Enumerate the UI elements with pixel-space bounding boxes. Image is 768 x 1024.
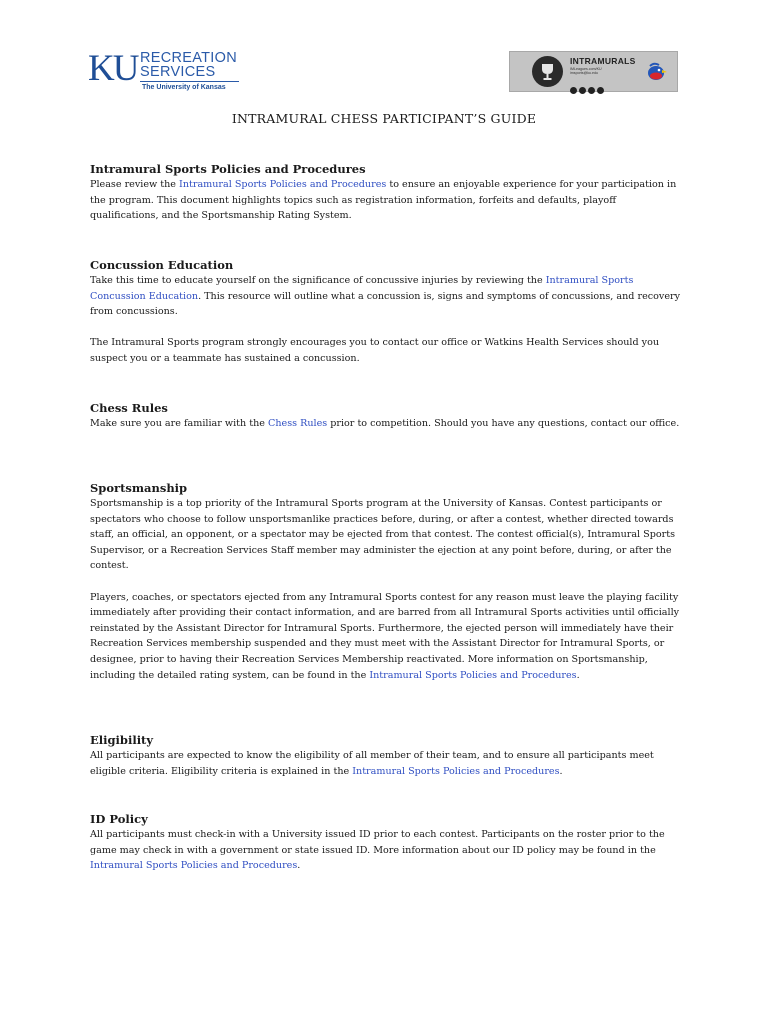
- trophy-icon: [532, 56, 563, 87]
- concussion-paragraph: Take this time to educate yourself on the significance of concussive injuries by reviewing the Intramural Sports Concussion Education. This resource will outline what a concussion is, signs and symptoms of concussions, and recovery from concussions.: [90, 275, 681, 318]
- chess-rules-heading: Chess Rules: [90, 401, 168, 415]
- sportsmanship-heading: Sportsmanship: [90, 481, 188, 495]
- id-policy-paragraph: All participants must check-in with a University issued ID prior to each contest. Participants on the roster prior to the game may check in with a government or state issued ID. More information about our ID policy may be found in the Intramural Sports Policies and Procedures.: [90, 829, 665, 872]
- ku-logo-line2: SERVICES: [140, 64, 216, 80]
- id-policy-policies-link[interactable]: Intramural Sports Policies and Procedures: [90, 860, 298, 872]
- social-icon: [597, 87, 604, 94]
- section-policies: [90, 161, 680, 224]
- social-icon: [588, 87, 595, 94]
- concussion-heading: Concussion Education: [90, 258, 234, 272]
- policies-paragraph: Please review the Intramural Sports Policies and Procedures to ensure an enjoyable experience for your participation in the program. This document highlights topics such as registration information, forfeits and defaults, playoff qualifications, and the Sportsmanship Rating System.: [90, 179, 677, 222]
- eligibility-policies-link[interactable]: Intramural Sports Policies and Procedures: [352, 765, 560, 777]
- ku-logo-mark: KU: [88, 48, 138, 89]
- policies-procedures-link[interactable]: Intramural Sports Policies and Procedures: [179, 179, 387, 190]
- chess-rules-paragraph: Make sure you are familiar with the Chess Rules prior to competition. Should you have any questions, contact our office.: [90, 418, 680, 429]
- section-chess-rules: [90, 400, 680, 432]
- section-eligibility: [90, 732, 680, 779]
- intramurals-logo: [509, 51, 678, 92]
- eligibility-heading: Eligibility: [90, 733, 154, 747]
- jayhawk-mascot-icon: [644, 60, 668, 84]
- id-policy-heading: ID Policy: [90, 812, 148, 826]
- ku-logo-line1: RECREATION: [140, 50, 237, 66]
- concussion-paragraph-2: The Intramural Sports program strongly encourages you to contact our office or Watkins Health Services should you suspect you or a teammate has sustained a concussion.: [90, 337, 660, 364]
- section-id-policy: [90, 811, 680, 874]
- section-concussion: [90, 257, 680, 367]
- eligibility-paragraph: All participants are expected to know the eligibility of all member of their team, and to ensure all participants meet eligible criteria. Eligibility criteria is explained in the Intramural Sports Policies and Procedures.: [90, 750, 654, 777]
- concussion-education-link[interactable]: Intramural Sports Concussion Education: [90, 275, 634, 302]
- chess-rules-link[interactable]: Chess Rules: [268, 418, 328, 429]
- policies-heading: Intramural Sports Policies and Procedures: [90, 162, 366, 176]
- social-icons: [570, 79, 606, 87]
- document-title: INTRAMURAL CHESS PARTICIPANT’S GUIDE: [231, 111, 537, 126]
- intramurals-logo-email: imsports@ku.edu: [570, 71, 599, 76]
- social-icon: [579, 87, 586, 94]
- section-sportsmanship: [90, 480, 680, 683]
- ku-logo-divider: [140, 81, 239, 82]
- social-icon: [570, 87, 577, 94]
- intramurals-logo-title: INTRAMURALS: [570, 56, 636, 66]
- ku-logo-subtitle: The University of Kansas: [142, 84, 226, 91]
- sportsmanship-paragraph-2: Players, coaches, or spectators ejected from any Intramural Sports contest for any reason must leave the playing facility immediately after providing their contact information, and are barred from all Intramural Sports activities until officially reinstated by the Assistant Director for Intramural Sports. Furthermore, the ejected person will immediately have their Recreation Services membership suspended and they must meet with the Assistant Director for Intramural Sports, or designee, prior to having their Recreation Services Membership reactivated. More information on Sportsmanship, including the detailed rating system, can be found in the Intramural Sports Policies and Procedures.: [90, 591, 680, 681]
- sportsmanship-paragraph: Sportsmanship is a top priority of the Intramural Sports program at the University of Kansas. Contest participants or spectators who choose to follow unsportsmanlike practices before, during, or after a contest, whether directed towards staff, an official, an opponent, or a spectator may be ejected from that contest. The contest official(s), Intramural Sports Supervisor, or a Recreation Services Staff member may administer the ejection at any point before, during, or after the contest.: [90, 498, 676, 572]
- intramurals-logo-website: IMLeagues.com/KU: [570, 67, 602, 71]
- sportsmanship-policies-link[interactable]: Intramural Sports Policies and Procedures: [369, 669, 577, 681]
- ku-recreation-services-logo: [88, 50, 248, 94]
